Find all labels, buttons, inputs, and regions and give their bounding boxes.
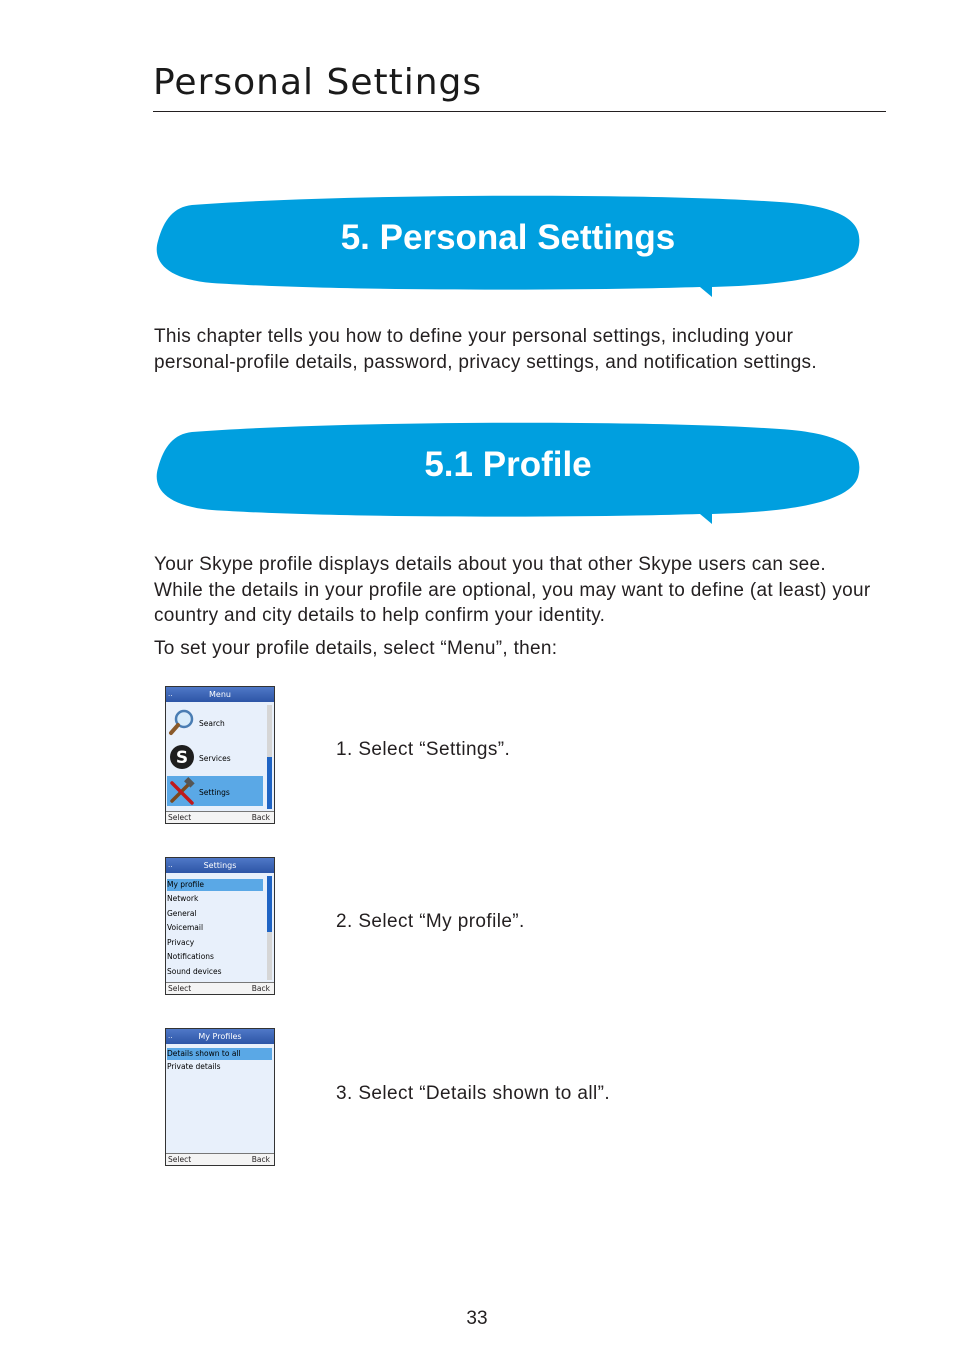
screen-titlebar: .. Settings	[166, 858, 274, 873]
settings-tools-icon	[168, 777, 196, 805]
softkey-bar	[166, 1153, 274, 1165]
settings-item-general[interactable]: General	[167, 909, 197, 918]
softkey-select[interactable]: Select	[168, 1155, 192, 1164]
settings-item-notifications[interactable]: Notifications	[167, 952, 214, 961]
skype-services-icon	[168, 743, 196, 771]
settings-item-sound-devices[interactable]: Sound devices	[167, 967, 222, 976]
settings-item-my-profile[interactable]: My profile	[167, 879, 263, 891]
softkey-select[interactable]: Select	[168, 984, 192, 993]
scrollbar	[267, 876, 272, 980]
phone-screen-my-profiles	[165, 1028, 275, 1166]
page-number: 33	[466, 1308, 488, 1329]
menu-item-services[interactable]: Services	[199, 754, 231, 763]
section-heading-bubble	[152, 422, 864, 534]
screen-title: My Profiles	[198, 1032, 242, 1041]
softkey-bar	[166, 811, 274, 823]
screen-titlebar: .. Menu	[166, 687, 274, 702]
softkey-back[interactable]: Back	[251, 813, 270, 822]
scrollbar	[267, 705, 272, 809]
screen-titlebar: .. My Profiles	[166, 1029, 274, 1044]
settings-item-privacy[interactable]: Privacy	[167, 938, 195, 947]
running-head: Personal Settings	[153, 62, 483, 103]
profile-item-private-details[interactable]: Private details	[167, 1062, 221, 1071]
softkey-bar	[166, 982, 274, 994]
softkey-select[interactable]: Select	[168, 813, 192, 822]
screen-title: Menu	[209, 690, 231, 699]
profile-paragraph: Your Skype profile displays details about you that other Skype users can see. While the details in your profile are optional, you may want to define (at least) your country and city details to help confirm your identity.	[154, 554, 871, 626]
header-rule	[153, 111, 886, 112]
screen-title: Settings	[203, 861, 237, 870]
profile-item-details-shown-to-all[interactable]: Details shown to all	[167, 1048, 272, 1060]
section-heading: 5.1 Profile	[424, 445, 592, 484]
chapter-heading: 5. Personal Settings	[340, 218, 676, 257]
profile-lead: To set your profile details, select “Menu”, then:	[154, 638, 558, 659]
svg-text:S: S	[175, 748, 189, 768]
softkey-back[interactable]: Back	[251, 984, 270, 993]
menu-item-search[interactable]: Search	[199, 719, 225, 728]
menu-item-settings[interactable]: Settings	[199, 788, 230, 797]
softkey-back[interactable]: Back	[251, 1155, 270, 1164]
phone-screen-settings	[165, 857, 275, 995]
settings-item-voicemail[interactable]: Voicemail	[167, 923, 204, 932]
step-3: 3. Select “Details shown to all”.	[336, 1083, 611, 1104]
chapter-intro: This chapter tells you how to define your personal settings, including your personal-profile details, password, privacy settings, and notification settings.	[154, 326, 817, 373]
step-2: 2. Select “My profile”.	[336, 911, 525, 932]
settings-item-network[interactable]: Network	[167, 894, 199, 903]
search-icon	[168, 708, 196, 736]
phone-screen-menu	[165, 686, 275, 824]
chapter-heading-bubble	[152, 195, 864, 307]
step-1: 1. Select “Settings”.	[336, 739, 511, 760]
